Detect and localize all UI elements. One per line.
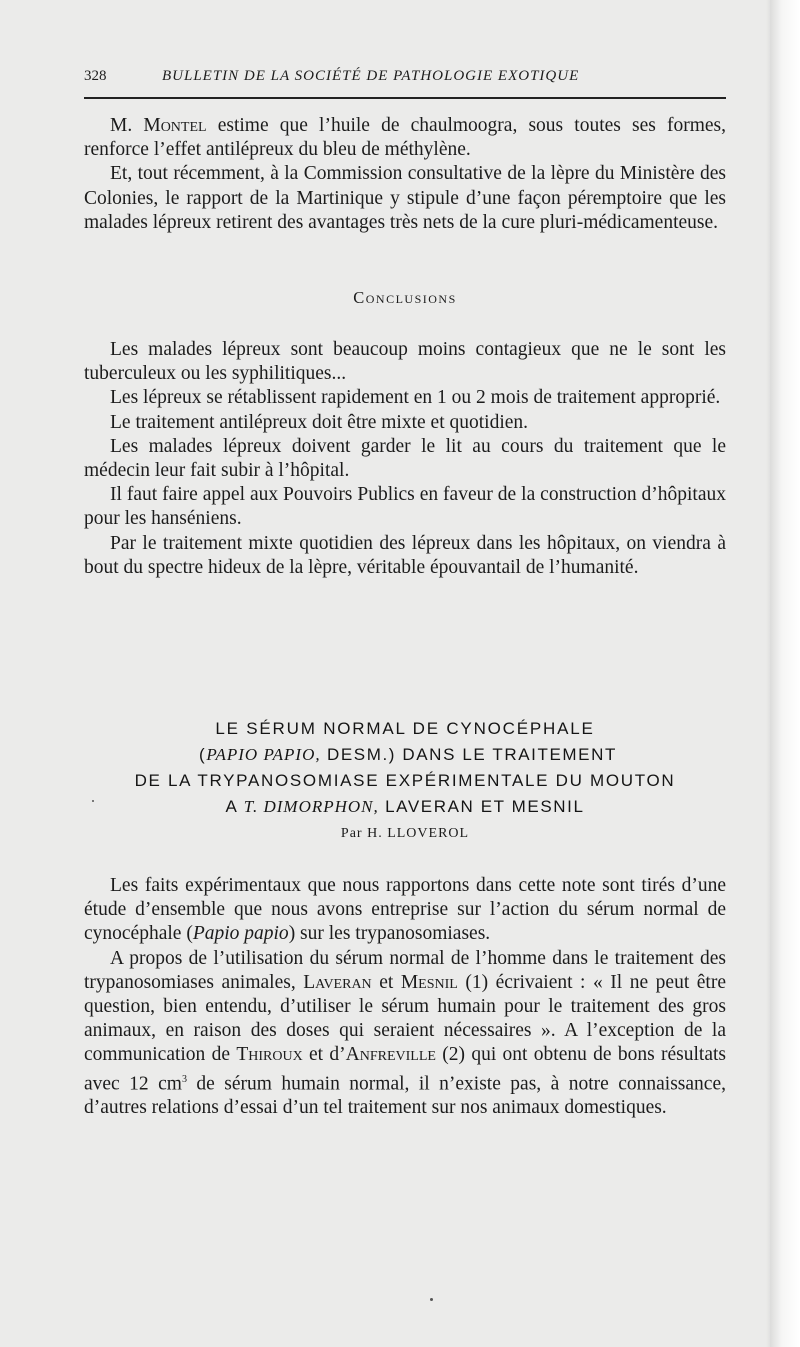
species-name: Papio papio — [192, 923, 289, 945]
cited-author: Laveran — [303, 971, 372, 993]
paper-speck — [430, 1298, 433, 1301]
paragraph: Le traitement antilépreux doit être mixte et quotidien. — [110, 411, 529, 433]
cited-author: Anfreville — [345, 1044, 436, 1066]
title-line: (PAPIO PAPIO, DESM.) DANS LE TRAITEMENT — [199, 745, 617, 764]
paragraph: Il faut faire appel aux Pouvoirs Publics en faveur de la construction d’hôpitaux pour les hanséniens. — [84, 484, 726, 530]
paragraph: Les faits expérimentaux que nous rapportons dans cette note sont tirés d’une étude d’ensemble que nous avons entreprise sur l’action du sérum normal de cynocéphale (Papio papio) sur les trypanosomiases. — [84, 875, 726, 945]
paragraph: Les malades lépreux doivent garder le lit au cours du traitement que le médecin leur fait subir à l’hôpital. — [84, 435, 726, 482]
article-body — [84, 874, 726, 1121]
article-author: Par H. LLOVEROL — [340, 826, 470, 841]
page-number: 328 — [84, 68, 107, 84]
paper-speck — [92, 800, 94, 802]
running-header — [84, 68, 726, 85]
paragraph: Les malades lépreux sont beaucoup moins contagieux que ne le sont les tuberculeux ou les syphilitiques... — [84, 339, 726, 385]
title-line: LE SÉRUM NORMAL DE CYNOCÉPHALE — [215, 719, 595, 738]
conclusions-body — [84, 338, 726, 580]
author-name: M. Montel — [110, 115, 207, 136]
paragraph: A propos de l’utilisation du sérum normal de l’homme dans le traitement des trypanosomiases animales, Laveran et Mesnil (1) écrivaient : « Il ne peut être question, bien entendu, d’utiliser le sérum humain pour le traitement des gros animaux, en raison des doses qui seraient nécessaires ». A l’exception de la communication de Thiroux et d’Anfreville (2) qui ont obtenu de bons résultats avec 12 $cm^3$ de sérum humain normal, il n’existe pas, à notre connaissance, d’autres relations d’essai d’un tel traitement sur nos animaux domestiques. — [84, 947, 727, 1119]
paragraph: Par le traitement mixte quotidien des lépreux dans les hôpitaux, on viendra à bout du spectre hideux de la lèpre, véritable épouvantail de l’humanité. — [84, 532, 726, 578]
article-title — [84, 716, 726, 820]
journal-title: BULLETIN DE LA SOCIÉTÉ DE PATHOLOGIE EXOTIQUE — [162, 68, 580, 84]
page-edge — [770, 0, 800, 1347]
paragraph: M. Montel estime que l’huile de chaulmoogra, sous toutes ses formes, renforce l’effet antilépreux du bleu de méthylène. — [84, 115, 726, 161]
paragraph: Et, tout récemment, à la Commission consultative de la lèpre du Ministère des Colonies, le rapport de la Martinique y stipule d’une façon péremptoire que les malades lépreux retirent des avantages très nets de la cure pluri-médicamenteuse. — [84, 163, 726, 233]
conclusions-heading: Conclusions — [353, 288, 457, 307]
paragraph: Les lépreux se rétablissent rapidement en 1 ou 2 mois de traitement approprié. — [110, 387, 721, 409]
species-name: PAPIO PAPIO, — [206, 745, 321, 764]
title-line: DE LA TRYPANOSOMIASE EXPÉRIMENTALE DU MOUTON — [134, 771, 676, 790]
section-montel — [84, 114, 726, 235]
species-name: T. DIMORPHON, — [243, 797, 379, 816]
title-line: A T. DIMORPHON, LAVERAN ET MESNIL — [225, 797, 585, 816]
cited-author: Mesnil — [400, 971, 458, 993]
cited-author: Thiroux — [236, 1044, 303, 1066]
header-rule — [84, 97, 726, 99]
